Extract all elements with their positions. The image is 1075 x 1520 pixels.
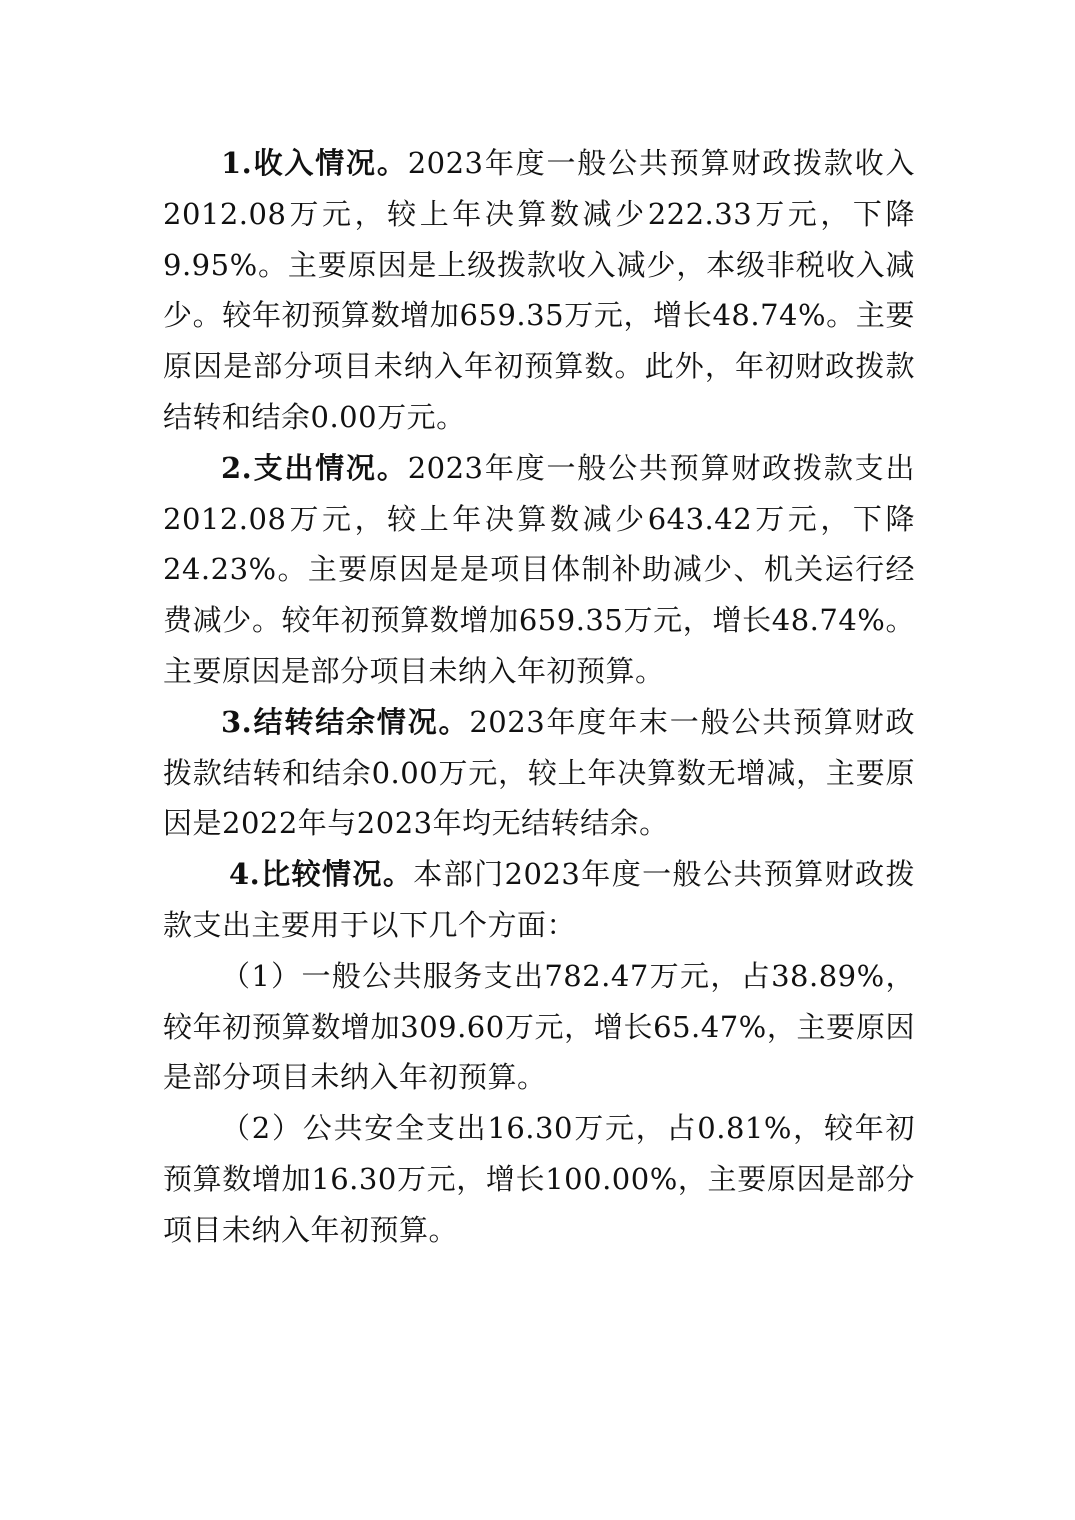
paragraph-text: 2023年度一般公共预算财政拨款收入2012.08万元，较上年决算数减少222.33万元，下降9.95%。主要原因是上级拨款收入减少，本级非税收入减少。较年初预算数增加659.35万元，增长48.74%。主要原因是部分项目未纳入年初预算数。此外，年初财政拨款结转和结余0.00万元。 <box>163 146 915 434</box>
paragraph-expenditure <box>163 443 915 697</box>
paragraph-income <box>163 138 915 443</box>
paragraph-heading: 4.比较情况。 <box>229 857 414 892</box>
paragraph-item-general-services <box>163 951 915 1103</box>
paragraph-comparison <box>163 849 915 951</box>
paragraph-carryover <box>163 697 915 849</box>
paragraph-heading: 3.结转结余情况。 <box>221 704 470 739</box>
paragraph-text: （1）一般公共服务支出782.47万元，占38.89%，较年初预算数增加309.60万元，增长65.47%，主要原因是部分项目未纳入年初预算。 <box>163 958 915 1095</box>
paragraph-heading: 1.收入情况。 <box>221 146 408 180</box>
paragraph-heading: 2.支出情况。 <box>221 450 408 485</box>
paragraph-text: 本部门2023年度一般公共预算财政拨款支出主要用于以下几个方面： <box>163 857 915 942</box>
paragraph-text: 2023年度一般公共预算财政拨款支出2012.08万元，较上年决算数减少643.42万元，下降24.23%。主要原因是是项目体制补助减少、机关运行经费减少。较年初预算数增加659.35万元，增长48.74%。主要原因是部分项目未纳入年初预算。 <box>163 450 915 688</box>
paragraph-text: 2023年度年末一般公共预算财政拨款结转和结余0.00万元，较上年决算数无增减，主要原因是2022年与2023年均无结转结余。 <box>163 704 915 841</box>
document-page <box>163 138 915 1256</box>
paragraph-item-public-security <box>163 1103 915 1255</box>
paragraph-text: （2）公共安全支出16.30万元，占0.81%，较年初预算数增加16.30万元，增长100.00%，主要原因是部分项目未纳入年初预算。 <box>163 1111 915 1247</box>
